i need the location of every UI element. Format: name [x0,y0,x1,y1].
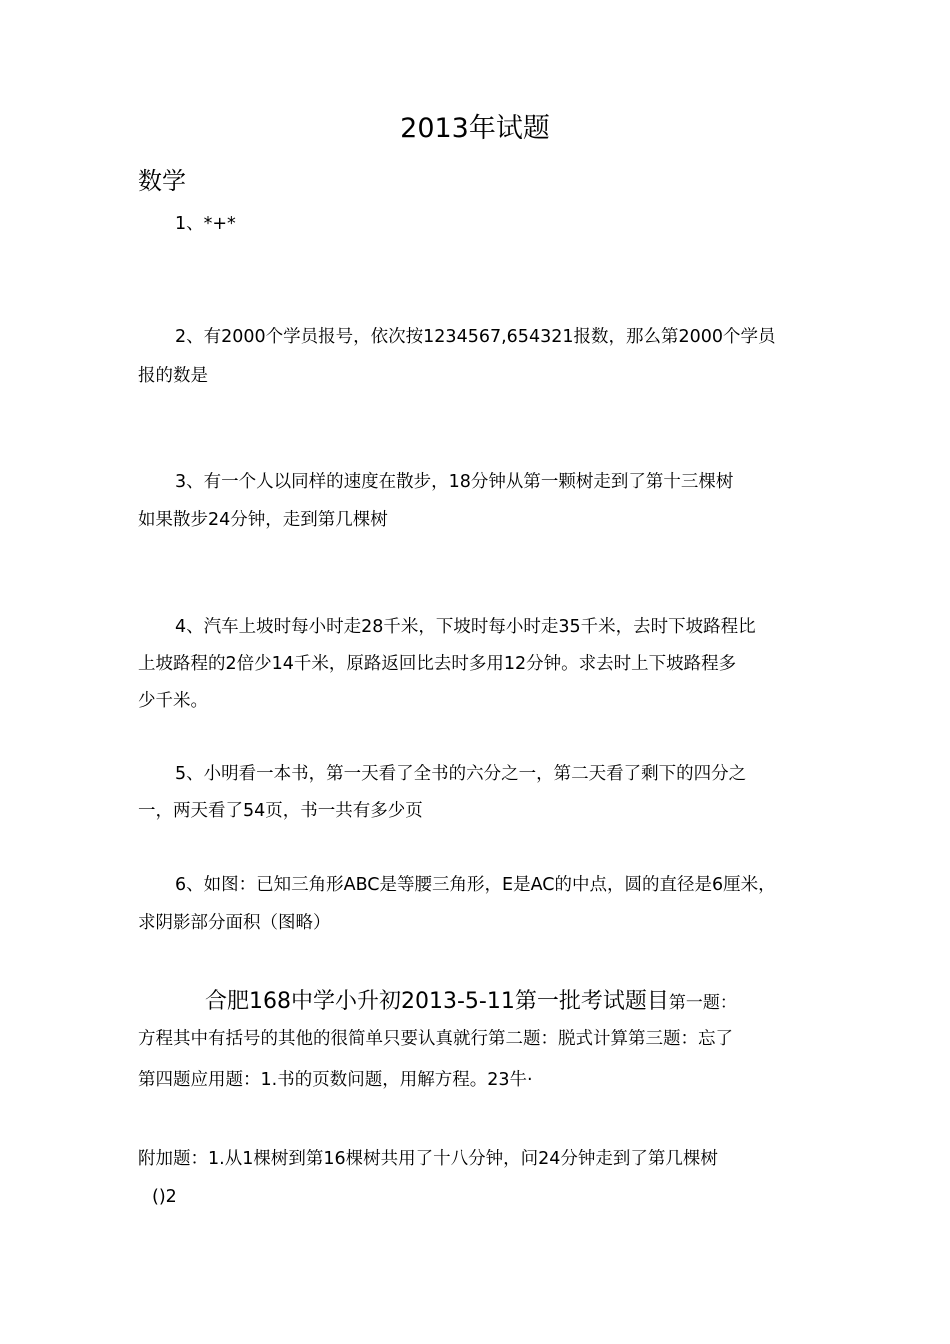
question-3-line-1: 3、有一个人以同样的速度在散步，18分钟从第一颗树走到了第十三棵树 [175,472,734,492]
question-6-line-1: 6、如图：已知三角形ABC是等腰三角形，E是AC的中点，圆的直径是6厘米， [175,875,776,895]
question-1-line-1: 1、*+* [175,214,236,234]
question-6-line-2: 求阴影部分面积（图略） [138,913,331,933]
question-3-line-2: 如果散步24分钟，走到第几棵树 [138,510,388,530]
question-2-line-2: 报的数是 [138,366,208,386]
question-4-line-1: 4、汽车上坡时每小时走28千米，下坡时每小时走35千米，去时下坡路程比 [175,617,756,637]
question-2-line-1: 2、有2000个学员报号，依次按1234567,654321报数，那么第2000个学员 [175,327,776,347]
section-line-4: ()2 [152,1187,177,1207]
subject-heading: 数学 [138,167,186,195]
section-line-3: 附加题：1.从1棵树到第16棵树共用了十八分钟，问24分钟走到了第几棵树 [138,1149,718,1169]
section-heading [205,984,737,1015]
page-title: 2013年试题 [400,113,550,144]
section-line-1: 方程其中有括号的其他的很简单只要认真就行第二题：脱式计算第三题：忘了 [138,1029,733,1049]
question-5-line-1: 5、小明看一本书，第一天看了全书的六分之一，第二天看了剩下的四分之 [175,764,747,784]
question-4-line-2: 上坡路程的2倍少14千米，原路返回比去时多用12分钟。求去时上下坡路程多 [138,654,737,674]
section-heading-main: 合肥168中学小升初2013-5-11第一批考试题目 [205,989,669,1014]
question-5-line-2: 一，两天看了54页，书一共有多少页 [138,801,423,821]
section-line-2: 第四题应用题：1.书的页数问题，用解方程。23牛· [138,1070,533,1090]
question-4-line-3: 少千米。 [138,691,208,711]
section-heading-tail: 第一题： [668,993,737,1013]
